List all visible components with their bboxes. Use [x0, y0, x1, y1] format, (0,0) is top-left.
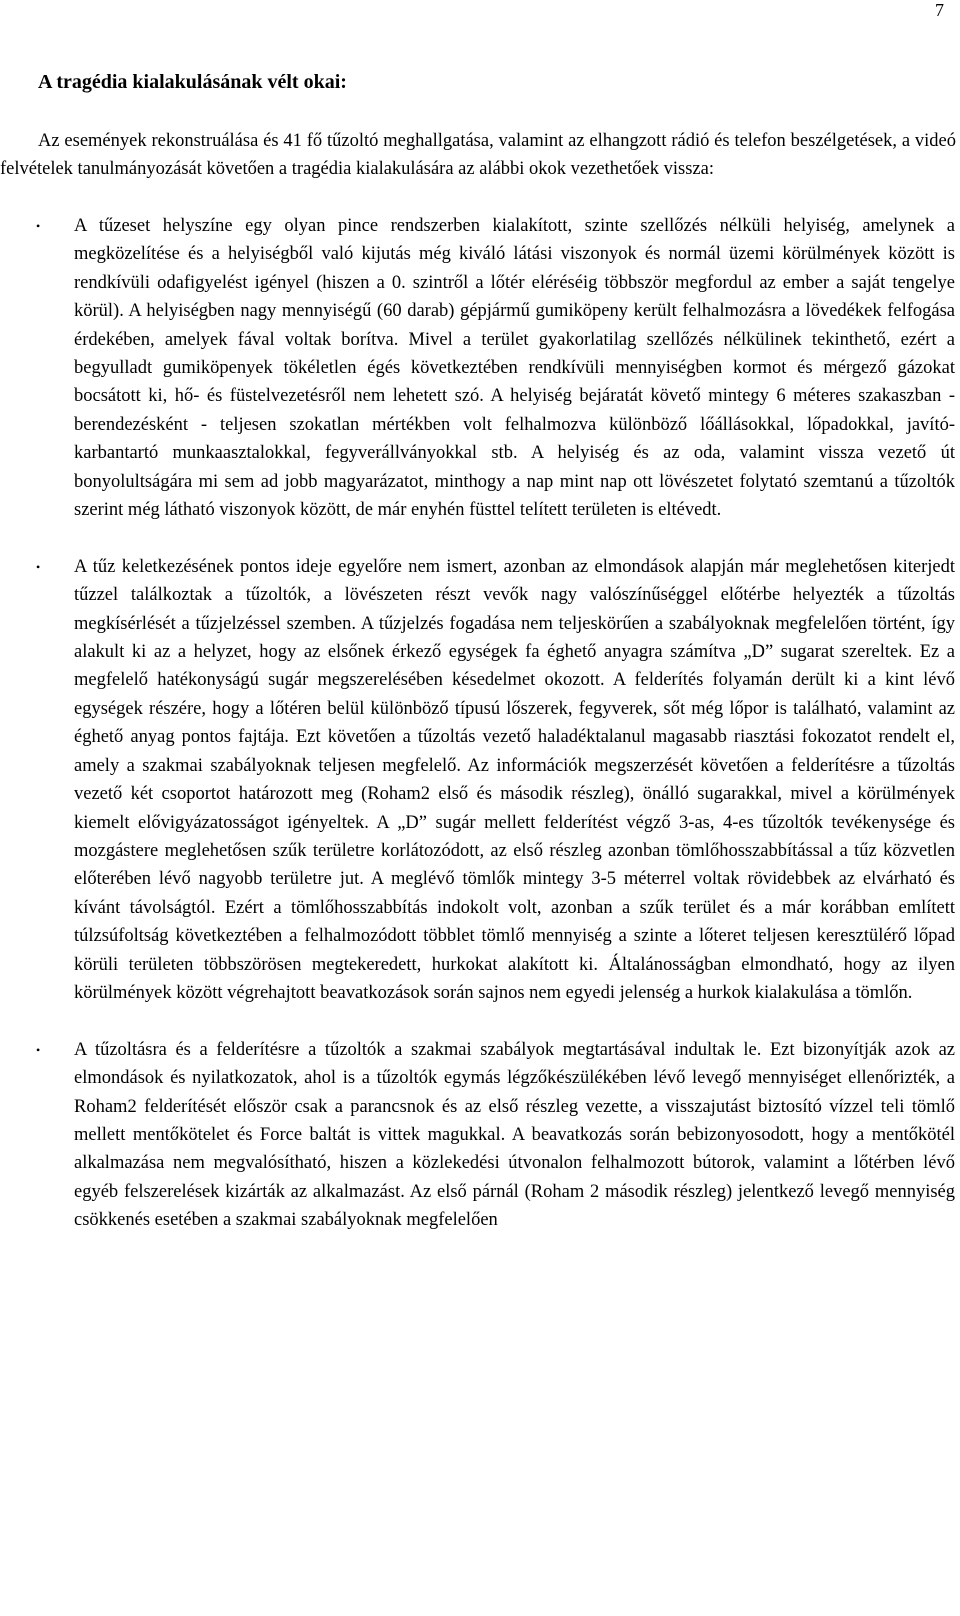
bullet-icon: • [36, 559, 41, 574]
page-number: 7 [935, 0, 944, 20]
intro-paragraph: Az események rekonstruálása és 41 fő tűzoltó meghallgatása, valamint az elhangzott rádió és telefon beszélgetések, a videó felvételek tanulmányozását követően a tragédia kialakulására az alábbi okok vezethetőek vissza: [0, 131, 956, 180]
bullet-text: A tűzeset helyszíne egy olyan pince rendszerben kialakított, szinte szellőzés nélküli helyiség, amelynek a megközelítése és a helyiségből való kijutás még kiváló látási viszonyok és normál üzemi körülmények között is rendkívüli odafigyelést igényel (hiszen a 0. szintről a lőtér eléréséig többször megfordul az ember a saját tengelye körül). A helyiségben nagy mennyiségű (60 darab) gépjármű gumiköpeny került felhalmozásra a lövedékek felfogása érdekében, amelyek fával voltak borítva. Mivel a terület gyakorlatilag szellőzés nélkülinek tekinthető, ezért a begyulladt gumiköpenyek tökéletlen égés következtében rendkívüli mennyiségben kormot és mérgező gázokat bocsátott ki, hő- és füstelvezetésről nem lehetett szó. A helyiség bejáratát követő mintegy 6 méteres szakaszban - berendezésként - teljesen szokatlan mértékben volt felhalmozva különböző lőállásokkal, lőpadokkal, javító-karbantartó munkaasztalokkal, fegyverállványokkal stb. A helyiség és az oda, valamint vissza vezető út bonyolultságára mi sem ad jobb magyarázatot, minthogy a nap mint nap ott lövészetet folytató szemtanú a tűzoltók szerint még látható viszonyok között, de már enyhén füsttel telített területen is eltévedt. [74, 216, 955, 521]
bullet-text: A tűz keletkezésének pontos ideje egyelőre nem ismert, azonban az elmondások alapján már meglehetősen kiterjedt tűzzel találkoztak a tűzoltók, a lövészeten részt vevők nagy valószínűséggel előtérbe helyezték a tűzoltás megkísérlését a tűzjelzéssel szemben. A tűzjelzés fogadása nem teljeskörűen a szabályoknak megfelelően történt, így alakult ki az a helyzet, hogy az elsőnek érkező egységek fa éghető anyagra számítva „D” sugarat szereltek. Ez a megfelelő hatékonyságú sugár megszerelésében késedelmet okozott. A felderítés folyamán derült ki a kint lévő egységek részére, hogy a lőtéren belül különböző típusú lőszerek, fegyverek, sőt még lőpor is található, valamint az éghető anyag pontos fajtája. Ezt követően a tűzoltás vezető haladéktalanul magasabb riasztási fokozatot rendelt el, amely a szakmai szabályoknak teljesen megfelelő. Az információk megszerzését követően a felderítésre a tűzoltás vezető két csoportot határozott meg (Roham2 első és második részleg), önálló sugarakkal, mivel a körülmények kiemelt elővigyázatosságot igényeltek. A „D” sugár mellett felderítést végző 3-as, 4-es tűzoltók tevékenysége és mozgástere meglehetősen szűk területre korlátozódott, az első részleg azonban tömlőhosszabbítással a tűz közvetlen előterében lévő nagyobb területre jut. A meglévő tömlők mintegy 3-5 méterrel voltak rövidebbek az elvárható és kívánt távolságtól. Ezért a tömlőhosszabbítás indokolt volt, azonban a szűk terület és a már korábban említett túlzsúfoltság következtében a felhalmozódott többlet tömlő mennyiség a szinte a lőteret teljesen keresztülérő lőpad körüli területen többszörösen megtekeredett, hurkokat alakított ki. Általánosságban elmondható, hogy az ilyen körülmények között végrehajtott beavatkozások során sajnos nem egyedi jelenség a hurkok kialakulása a tömlőn. [74, 556, 955, 1003]
bullet-item [0, 1036, 960, 1235]
bullet-list [0, 212, 960, 1235]
bullet-item [0, 212, 960, 524]
bullet-icon: • [36, 219, 41, 233]
section-heading: A tragédia kialakulásának vélt okai: [38, 71, 347, 93]
bullet-item [0, 553, 960, 1008]
bullet-text: A tűzoltásra és a felderítésre a tűzoltók a szakmai szabályok megtartásával indultak le. Ezt bizonyítják azok az elmondások és nyilatkozatok, ahol is a tűzoltók egymás légzőkészülékében lévő levegő mennyiséget ellenőrizték, a Roham2 felderítését először csak a parancsnok és az első részleg vezette, a visszajutást biztosító vízzel teli tömlő mellett mentőkötelet és Force baltát is vittek magukkal. A beavatkozás során bebizonyosodott, hogy a mentőkötél alkalmazása nem megvalósítható, hiszen a közlekedési útvonalon felhalmozott bútorok, valamint a lőtérben lévő egyéb felszerelések kizárták az alkalmazást. Az első párnál (Roham 2 második részleg) jelentkező levegő mennyiség csökkenés esetében a szakmai szabályoknak megfelelően [74, 1039, 955, 1231]
bullet-icon: • [36, 1042, 41, 1057]
